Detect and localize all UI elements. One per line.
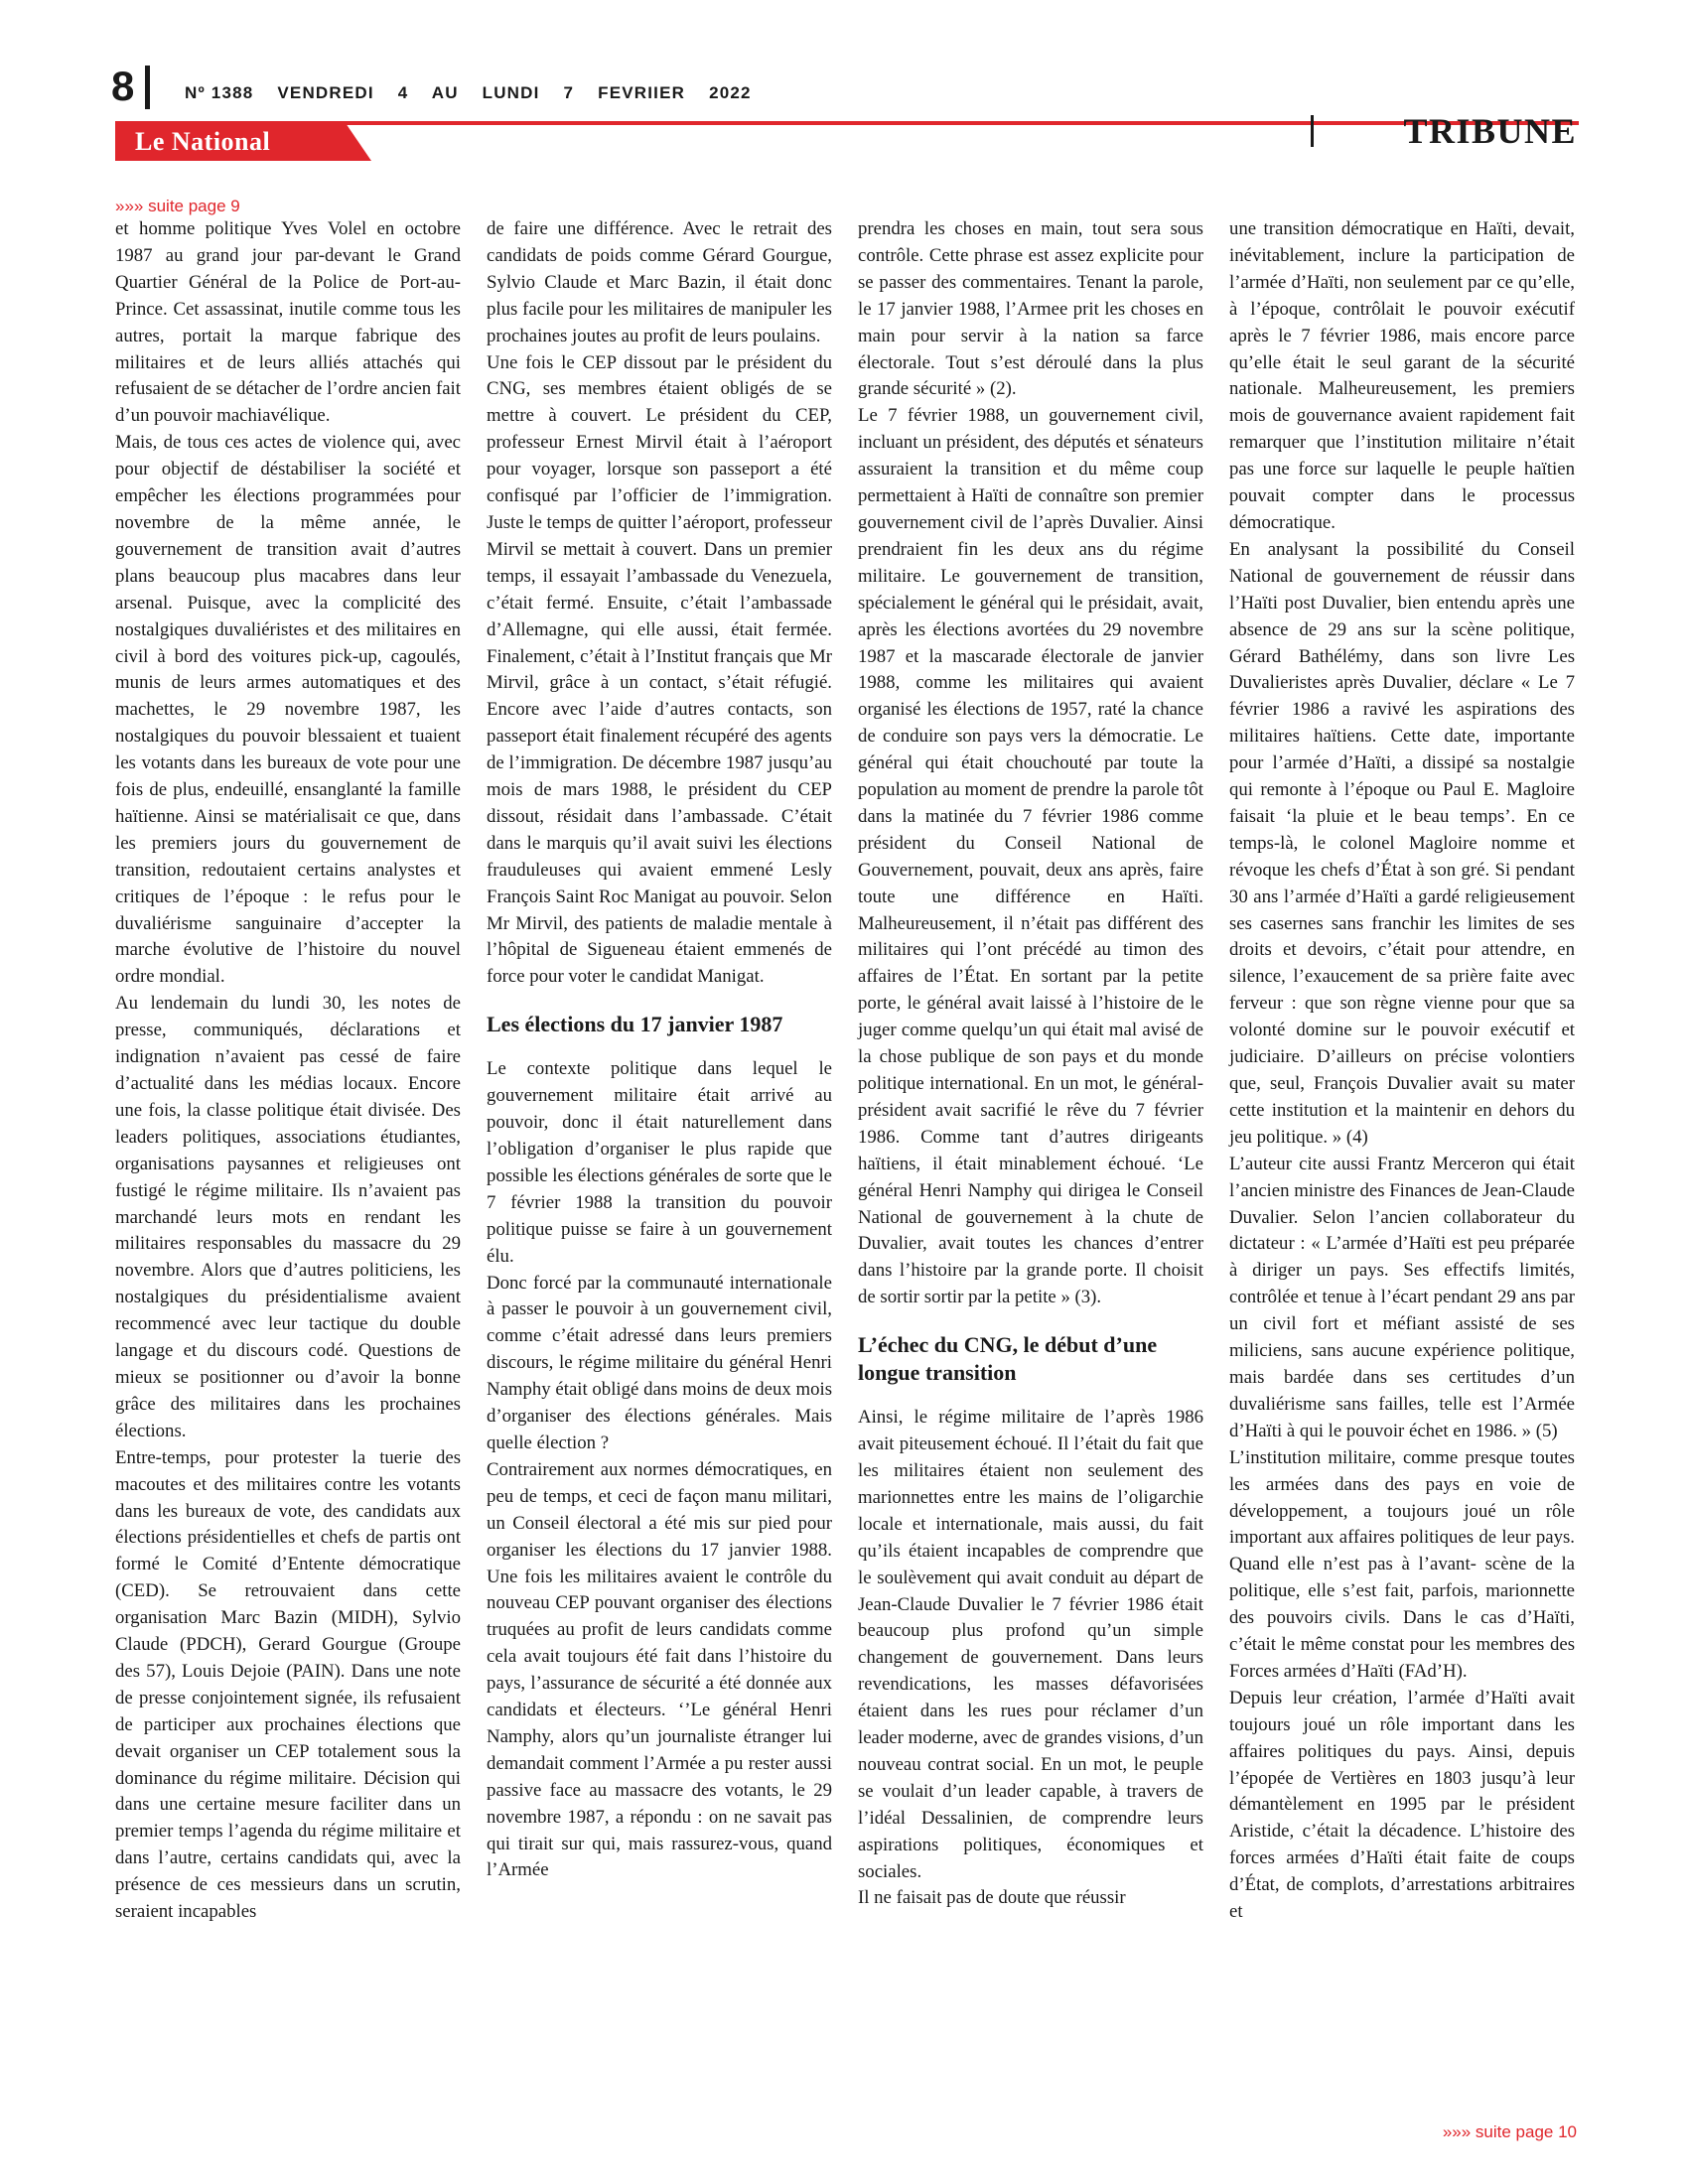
article-column-1 bbox=[115, 216, 461, 1926]
issue-dateline bbox=[185, 83, 770, 103]
issue-day: VENDREDI bbox=[277, 83, 374, 102]
continued-from-link[interactable]: »»» suite page 9 bbox=[115, 197, 240, 215]
continued-on-link[interactable]: »»» suite page 10 bbox=[1442, 2122, 1577, 2141]
brand-tab bbox=[115, 123, 371, 161]
paragraph: Une fois le CEP dissout par le président du CNG, ses membres étaient obligés de se mettre à couvert. Le président du CEP, professeur Ernest Mirvil était à l’aéroport pour voyager, lorsque son passeport a été confisqué par l’officier de l’immigration. Juste le temps de quitter l’aéroport, professeur Mirvil se mettait à couvert. Dans un premier temps, il essayait l’ambassade du Venezuela, c’était fermé. Ensuite, c’était l’ambassade d’Allemagne, qui elle aussi, était fermée. Finalement, c’était à l’Institut français que Mr Mirvil, grâce à un contact, s’était réfugié. Encore avec l’aide d’autres contacts, son passeport était finalement récupéré des agents de l’immigration. De décembre 1987 jusqu’au mois de mars 1988, le président du CEP dissout, résidait dans l’ambassade. C’était dans le marquis qu’il avait suivi les élections frauduleuses qui avaient emmené Lesly François Saint Roc Manigat au pouvoir. Selon Mr Mirvil, des patients de maladie mentale à l’hôpital de Sigueneau étaient emmenés de force pour voter le candidat Manigat. bbox=[487, 351, 832, 988]
paragraph: de faire une différence. Avec le retrait des candidats de poids comme Gérard Gourgue, Sylvio Claude et Marc Bazin, il était donc plus facile pour les militaires de manipuler les prochaines joutes au profit de leurs poulains. bbox=[487, 218, 832, 346]
paragraph: Ainsi, le régime militaire de l’après 1986 avait piteusement échoué. Il l’était du fait que les militaires étaient non seulement des marionnettes entre les mains de l’oligarchie locale et internationale, mais aussi, du fait qu’ils étaient incapables de comprendre que le soulèvement qui avait conduit au départ de Jean-Claude Duvalier le 7 février 1986 était beaucoup plus profond qu’un simple changement de gouvernement. Dans leurs revendications, les masses défavorisées étaient dans les rues pour réclamer d’un leader moderne, avec de grandes visions, d’un nouveau contrat social. En un mot, le peuple se voulait d’un leader capable, à travers de l’idéal Dessalinien, de comprendre leurs aspirations politiques, économiques et sociales. bbox=[858, 1407, 1203, 1882]
brand-logo: Le National bbox=[135, 127, 271, 156]
issue-year: 2022 bbox=[709, 83, 752, 102]
issue-month: FEVRIIER bbox=[598, 83, 686, 102]
issue-date-end: 7 bbox=[563, 83, 575, 102]
paragraph: Au lendemain du lundi 30, les notes de presse, communiqués, déclarations et indignation n’avaient pas cessé de faire d’actualité dans les médias locaux. Encore une fois, la classe politique était divisée. Des leaders politiques, associations étudiantes, organisations paysannes et religieuses ont fustigé le régime militaire. Ils n’avaient pas marchandé leurs mots en rendant les militaires responsables du massacre du 29 novembre. Alors que d’autres politiciens, les nostalgiques du présidentialisme avaient recommencé avec leur tactique du double langage et du discours codé. Questions de mieux se positionner ou d’avoir la bonne grâce des militaires dans les prochaines élections. bbox=[115, 993, 461, 1441]
page-number-divider bbox=[145, 66, 150, 109]
subheading-elections: Les élections du 17 janvier 1987 bbox=[487, 1012, 783, 1037]
paragraph: L’auteur cite aussi Frantz Merceron qui était l’ancien ministre des Finances de Jean-Claude Duvalier. Selon l’ancien collaborateur du dictateur : « L’armée d’Haïti est peu préparée à diriger un pays. Ses effectifs limités, contrôlée et tenue à l’écart pendant 29 ans par un civil fort et méfiant assisté de ses miliciens, sans aucune expérience politique, mais bardée dans ses certitudes d’un duvaliérisme sans failles, telle est l’Armée d’Haïti à qui le pouvoir échet en 1986. » (5) bbox=[1229, 1153, 1575, 1441]
issue-day-end: LUNDI bbox=[482, 83, 540, 102]
paragraph: Il ne faisait pas de doute que réussir bbox=[858, 1887, 1126, 1909]
paragraph: Le contexte politique dans lequel le gouvernement militaire était arrivé au pouvoir, donc il était naturellement dans l’obligation d’organiser le plus rapide que possible les élections générales de sorte que le 7 février 1988 la transition du pouvoir politique puisse se faire à un gouvernement élu. bbox=[487, 1058, 832, 1267]
issue-date-to: AU bbox=[431, 83, 459, 102]
paragraph: et homme politique Yves Volel en octobre 1987 au grand jour par-devant le Grand Quartier Général de la Police de Port-au-Prince. Cet assassinat, inutile comme tous les autres, portait la marque fabrique des militaires et de leurs alliés attachés qui refusaient de se détacher de l’ordre ancien fait d’un pouvoir machiavélique. bbox=[115, 218, 461, 427]
paragraph: Donc forcé par la communauté internationale à passer le pouvoir à un gouvernement civil, comme c’était adressé dans leurs premiers discours, le régime militaire du général Henri Namphy était obligé dans moins de deux mois d’organiser des élections générales. Mais quelle élection ? bbox=[487, 1272, 832, 1453]
section-divider bbox=[1311, 115, 1314, 147]
paragraph: Entre-temps, pour protester la tuerie des macoutes et des militaires contre les votants dans les bureaux de vote, des candidats aux élections présidentielles et chefs de partis ont formé le Comité d’Entente démocratique (CED). Se retrouvaient dans cette organisation Marc Bazin (MIDH), Sylvio Claude (PDCH), Gerard Gourgue (Groupe des 57), Louis Dejoie (PAIN). Dans une note de presse conjointement signée, ils refusaient de participer aux prochaines élections que devait organiser un CEP totalement sous la dominance du régime militaire. Décision qui dans une certaine mesure faciliter dans un premier temps l’agenda du régime militaire et dans l’autre, certains candidats qui, avec la présence de ces messieurs dans un scrutin, seraient incapables bbox=[115, 1446, 461, 1923]
paragraph: En analysant la possibilité du Conseil National de gouvernement de réussir dans l’Haïti post Duvalier, bien entendu après une absence de 29 ans sur la scène politique, Gérard Bathélémy, dans son livre Les Duvalieristes après Duvalier, déclare « Le 7 février 1986 a ravivé les aspirations des militaires haïtiens. Cette date, importante pour l’armée d’Haïti, a dissipé sa nostalgie qui remonte à l’époque ou Paul E. Magloire faisait ‘la pluie et le beau temps’. En ce temps-là, le colonel Magloire nomme et révoque les chefs d’État à son gré. Si pendant 30 ans l’armée d’Haïti a gardé religieusement ses casernes sans franchir les limites de ses droits et devoirs, c’était pour attendre, en silence, l’exaucement de sa prière faite avec ferveur : que son règne vienne pour que sa volonté domine sur le pouvoir exécutif et judiciaire. D’ailleurs on précise volontiers que, seul, François Duvalier avait su mater cette institution et la maintenir en dehors du jeu politique. » (4) bbox=[1229, 538, 1575, 1148]
page-number: 8 bbox=[111, 63, 135, 109]
paragraph: une transition démocratique en Haïti, devait, inévitablement, inclure la participation de l’armée d’Haïti, non seulement par ce qu’elle, à l’époque, contrôlait le pouvoir exécutif après le 7 février 1986, mais encore parce qu’elle était le seul garant de la sécurité nationale. Malheureusement, les premiers mois de gouvernance avaient rapidement fait remarquer que l’institution militaire n’était pas une force sur laquelle le peuple haïtien pouvait compter dans le processus démocratique. bbox=[1229, 218, 1575, 533]
issue-number: Nº 1388 bbox=[185, 83, 254, 102]
paragraph: Depuis leur création, l’armée d’Haïti avait toujours joué un rôle important dans les affaires politiques du pays. Ainsi, depuis l’épopée de Vertières en 1803 jusqu’à leur démantèlement en 1995 par le président Aristide, c’était la décadence. L’histoire des forces armées d’Haïti était faite de coups d’État, de complots, d’arrestations arbitraires et bbox=[1229, 1687, 1575, 1923]
paragraph: Le 7 février 1988, un gouvernement civil, incluant un président, des députés et sénateurs assuraient la transition et du même coup permettaient à Haïti de connaître son premier gouvernement civil de l’après Duvalier. Ainsi prendraient fin les deux ans du régime militaire. Le gouvernement de transition, spécialement le général qui le présidait, avait, après les élections avortées du 29 novembre 1987 et la mascarade électorale de janvier 1988, comme les militaires qui avaient organisé les élections de 1957, raté la chance de conduire son pays vers la démocratie. Le général qui était chouchouté par toute la population au moment de prendre la parole tôt dans la matinée du 7 février 1986 comme président du Conseil National de Gouvernement, pouvait, deux ans après, faire toute une différence en Haïti. Malheureusement, il n’était pas différent des militaires qui l’ont précédé au timon des affaires de l’État. En sortant par la petite porte, le général avait laissé à l’histoire de le juger comme quelqu’un qui était mal avisé de la chose publique de son pays et du monde politique international. En un mot, le général-président avait sacrifié le rêve du 7 février 1986. Comme tant d’autres dirigeants haïtiens, il était minablement échoué. ‘Le général Henri Namphy qui dirigea le Conseil National de gouvernement à la chute de Duvalier, avait toutes les chances d’entrer dans l’histoire par la grande porte. Il choisit de sortir sortir par la petite » (3). bbox=[858, 405, 1203, 1308]
article-column-4 bbox=[1229, 216, 1575, 1926]
article-column-3 bbox=[858, 216, 1203, 1912]
paragraph: prendra les choses en main, tout sera sous contrôle. Cette phrase est assez explicite pour se passer des commentaires. Tenant la parole, le 17 janvier 1988, l’Armee prit les choses en main pour servir à la nation sa farce électorale. Tout s’est déroulé dans la plus grande sécurité » (2). bbox=[858, 218, 1203, 400]
section-title: TRIBUNE bbox=[1403, 111, 1577, 151]
paragraph: Mais, de tous ces actes de violence qui, avec pour objectif de déstabiliser la société et empêcher les élections programmées pour novembre de la même année, le gouvernement de transition avait d’autres plans beaucoup plus macabres dans leur arsenal. Puisque, avec la complicité des nostalgiques duvaliéristes et des militaires en civil à bord des voitures pick-up, cagoulés, munis de leurs armes automatiques et des machettes, le 29 novembre 1987, les nostalgiques du pouvoir blessaient et tuaient les votants dans les bureaux de vote pour une fois de plus, endeuillé, ensanglanté la famille haïtienne. Ainsi se matérialisait ce que, dans les premiers jours du gouvernement de transition, redoutaient certains analystes et critiques de l’époque : le refus pour le duvaliérisme sanguinaire d’accepter la marche évolutive de l’histoire du nouvel ordre mondial. bbox=[115, 432, 461, 988]
paragraph: Contrairement aux normes démocratiques, en peu de temps, et ceci de façon manu militari, un Conseil électoral a été mis sur pied pour organiser les élections du 17 janvier 1988. Une fois les militaires avaient le contrôle du nouveau CEP pouvant organiser des élections truquées au profit de leurs candidats comme cela avait toujours été fait dans l’histoire du pays, l’assurance de sécurité a été donnée aux candidats et électeurs. ‘’Le général Henri Namphy, alors qu’un journaliste étranger lui demandait comment l’Armée a pu rester aussi passive face au massacre des votants, le 29 novembre 1987, a répondu : on ne savait pas qui tirait sur qui, mais rassurez-vous, quand l’Armée bbox=[487, 1458, 832, 1881]
article-column-2 bbox=[487, 216, 832, 1884]
paragraph: L’institution militaire, comme presque toutes les armées dans des pays en voie de développement, a toujours joué un rôle important aux affaires politiques de leur pays. Quand elle n’est pas à l’avant- scène de la politique, elle s’est fait, parfois, marionnette des pouvoirs civils. Dans le cas d’Haïti, c’était le même constat pour les membres des Forces armées d’Haïti (FAd’H). bbox=[1229, 1446, 1575, 1682]
issue-date-start: 4 bbox=[397, 83, 409, 102]
subheading-cng-failure: L’échec du CNG, le début d’une longue transition bbox=[858, 1332, 1158, 1386]
